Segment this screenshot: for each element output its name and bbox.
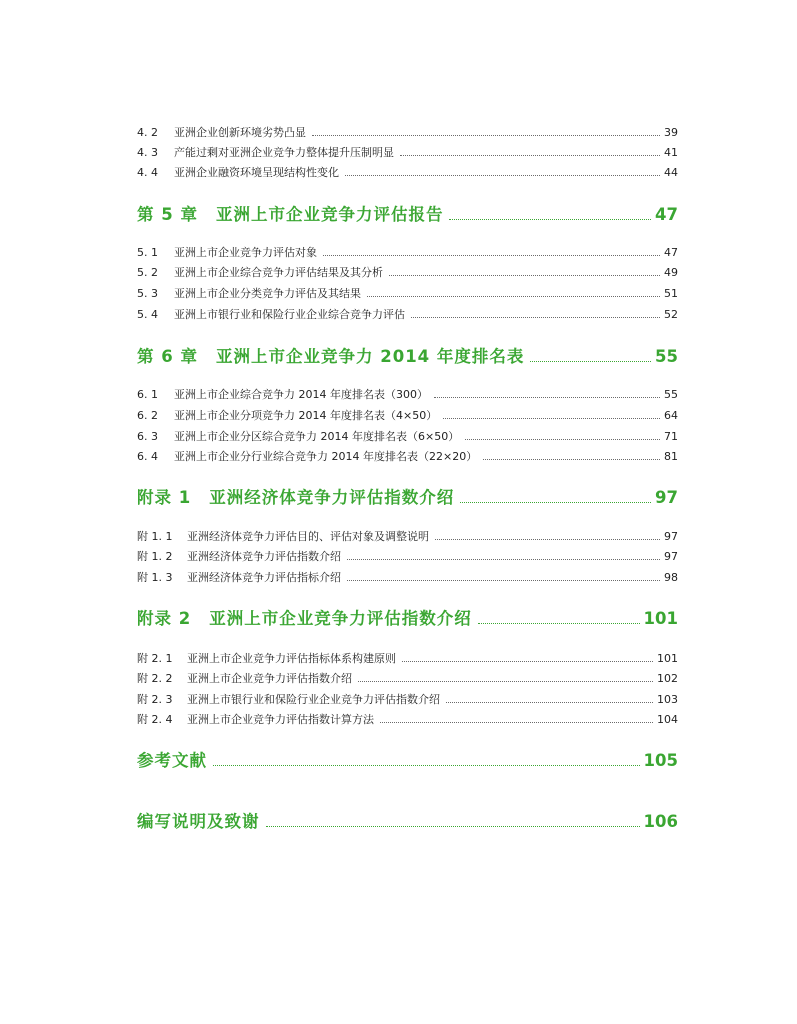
toc-title: 亚洲上市银行业和保险行业企业综合竞争力评估	[174, 308, 405, 321]
toc-entry[interactable]	[137, 125, 678, 141]
dot-leader	[530, 361, 651, 362]
toc-entry[interactable]	[137, 286, 678, 302]
toc-title: 亚洲上市企业分类竞争力评估及其结果	[174, 287, 361, 300]
dot-leader	[435, 539, 660, 540]
toc-page-number: 51	[664, 287, 678, 300]
toc-title: 亚洲上市企业竞争力评估指标体系构建原则	[187, 652, 396, 665]
toc-page-number: 104	[657, 713, 678, 726]
toc-page-number: 47	[664, 246, 678, 259]
toc-entry[interactable]	[137, 387, 678, 403]
toc-entry[interactable]	[137, 570, 678, 586]
toc-number: 5. 2	[137, 266, 158, 279]
toc-title: 亚洲上市企业分区综合竞争力 2014 年度排名表（6×50）	[174, 430, 460, 443]
dot-leader	[347, 580, 660, 581]
toc-page-number: 101	[643, 609, 678, 628]
toc-entry[interactable]	[137, 671, 678, 687]
toc-title: 亚洲经济体竞争力评估指数介绍	[209, 488, 455, 507]
toc-number: 6. 2	[137, 409, 158, 422]
toc-page-number: 49	[664, 266, 678, 279]
dot-leader	[323, 255, 660, 256]
toc-title: 亚洲上市银行业和保险行业企业竞争力评估指数介绍	[187, 693, 440, 706]
dot-leader	[367, 296, 660, 297]
toc-number: 4. 3	[137, 146, 158, 159]
toc-number: 附 2. 4	[137, 713, 173, 726]
toc-chapter-heading[interactable]	[137, 345, 678, 369]
dot-leader	[312, 135, 660, 136]
toc-entry[interactable]	[137, 245, 678, 261]
toc-page-number: 47	[655, 205, 678, 224]
dot-leader	[434, 397, 660, 398]
dot-leader	[460, 502, 651, 503]
dot-leader	[213, 765, 640, 766]
toc-entry[interactable]	[137, 408, 678, 424]
toc-chapter-heading[interactable]	[137, 203, 678, 227]
toc-number: 5. 4	[137, 308, 158, 321]
toc-number: 附录 2	[137, 609, 192, 628]
toc-number: 6. 3	[137, 430, 158, 443]
toc-entry[interactable]	[137, 549, 678, 565]
toc-entry[interactable]	[137, 165, 678, 181]
toc-page-number: 52	[664, 308, 678, 321]
toc-title: 亚洲企业融资环境呈现结构性变化	[174, 166, 339, 179]
dot-leader	[443, 418, 660, 419]
toc-title: 亚洲上市企业综合竞争力评估结果及其分析	[174, 266, 383, 279]
toc-title: 亚洲上市企业竞争力评估指数介绍	[187, 672, 352, 685]
dot-leader	[380, 722, 653, 723]
toc-page-number: 102	[657, 672, 678, 685]
toc-title: 亚洲经济体竞争力评估指数介绍	[187, 550, 341, 563]
toc-entry[interactable]	[137, 692, 678, 708]
toc-title: 参考文献	[137, 751, 207, 770]
toc-page-number: 64	[664, 409, 678, 422]
toc-page-number: 103	[657, 693, 678, 706]
dot-leader	[411, 317, 660, 318]
toc-number: 附 1. 1	[137, 530, 173, 543]
toc-number: 附 2. 2	[137, 672, 173, 685]
dot-leader	[483, 459, 660, 460]
dot-leader	[478, 623, 640, 624]
toc-page-number: 41	[664, 146, 678, 159]
toc-chapter-heading[interactable]	[137, 486, 678, 510]
toc-entry[interactable]	[137, 712, 678, 728]
toc-number: 6. 1	[137, 388, 158, 401]
toc-title: 亚洲经济体竞争力评估指标介绍	[187, 571, 341, 584]
dot-leader	[347, 559, 660, 560]
toc-chapter-heading[interactable]	[137, 810, 678, 834]
toc-number: 第 5 章	[137, 205, 198, 224]
toc-title: 亚洲上市企业竞争力评估指数计算方法	[187, 713, 374, 726]
toc-chapter-heading[interactable]	[137, 607, 678, 631]
dot-leader	[358, 681, 653, 682]
toc-page-number: 97	[664, 550, 678, 563]
toc-page-number: 55	[655, 347, 678, 366]
toc-number: 附录 1	[137, 488, 192, 507]
dot-leader	[345, 175, 660, 176]
dot-leader	[465, 439, 660, 440]
toc-title: 亚洲上市企业竞争力评估对象	[174, 246, 317, 259]
toc-page-number: 105	[643, 751, 678, 770]
toc-number: 5. 1	[137, 246, 158, 259]
toc-number: 6. 4	[137, 450, 158, 463]
toc-number: 附 2. 3	[137, 693, 173, 706]
toc-title: 亚洲上市企业竞争力评估报告	[215, 205, 444, 224]
toc-entry[interactable]	[137, 429, 678, 445]
toc-title: 亚洲企业创新环境劣势凸显	[174, 126, 306, 139]
dot-leader	[389, 275, 660, 276]
toc-page-number: 98	[664, 571, 678, 584]
toc-title: 产能过剩对亚洲企业竞争力整体提升压制明显	[174, 146, 394, 159]
toc-title: 亚洲上市企业分行业综合竞争力 2014 年度排名表（22×20）	[174, 450, 478, 463]
toc-entry[interactable]	[137, 265, 678, 281]
toc-page-number: 55	[664, 388, 678, 401]
toc-entry[interactable]	[137, 529, 678, 545]
dot-leader	[446, 702, 653, 703]
toc-page-number: 101	[657, 652, 678, 665]
toc-page-number: 97	[655, 488, 678, 507]
toc-entry[interactable]	[137, 651, 678, 667]
toc-number: 4. 4	[137, 166, 158, 179]
toc-chapter-heading[interactable]	[137, 749, 678, 773]
dot-leader	[402, 661, 653, 662]
toc-number: 4. 2	[137, 126, 158, 139]
toc-number: 第 6 章	[137, 347, 198, 366]
dot-leader	[266, 826, 640, 827]
toc-entry[interactable]	[137, 449, 678, 465]
toc-page-number: 81	[664, 450, 678, 463]
toc-title: 编写说明及致谢	[137, 812, 260, 831]
toc-number: 附 1. 3	[137, 571, 173, 584]
toc-entry[interactable]	[137, 145, 678, 161]
toc-title: 亚洲经济体竞争力评估目的、评估对象及调整说明	[187, 530, 429, 543]
toc-number: 5. 3	[137, 287, 158, 300]
toc-page-number: 106	[643, 812, 678, 831]
dot-leader	[449, 219, 651, 220]
toc-page-number: 71	[664, 430, 678, 443]
toc-title: 亚洲上市企业综合竞争力 2014 年度排名表（300）	[174, 388, 428, 401]
toc-title: 亚洲上市企业竞争力评估指数介绍	[209, 609, 472, 628]
toc-page-number: 97	[664, 530, 678, 543]
toc-title: 亚洲上市企业分项竞争力 2014 年度排名表（4×50）	[174, 409, 438, 422]
dot-leader	[400, 155, 660, 156]
toc-number: 附 2. 1	[137, 652, 173, 665]
toc-entry[interactable]	[137, 307, 678, 323]
toc-page-number: 44	[664, 166, 678, 179]
toc-page-number: 39	[664, 126, 678, 139]
toc-number: 附 1. 2	[137, 550, 173, 563]
toc-title: 亚洲上市企业竞争力 2014 年度排名表	[215, 347, 525, 366]
